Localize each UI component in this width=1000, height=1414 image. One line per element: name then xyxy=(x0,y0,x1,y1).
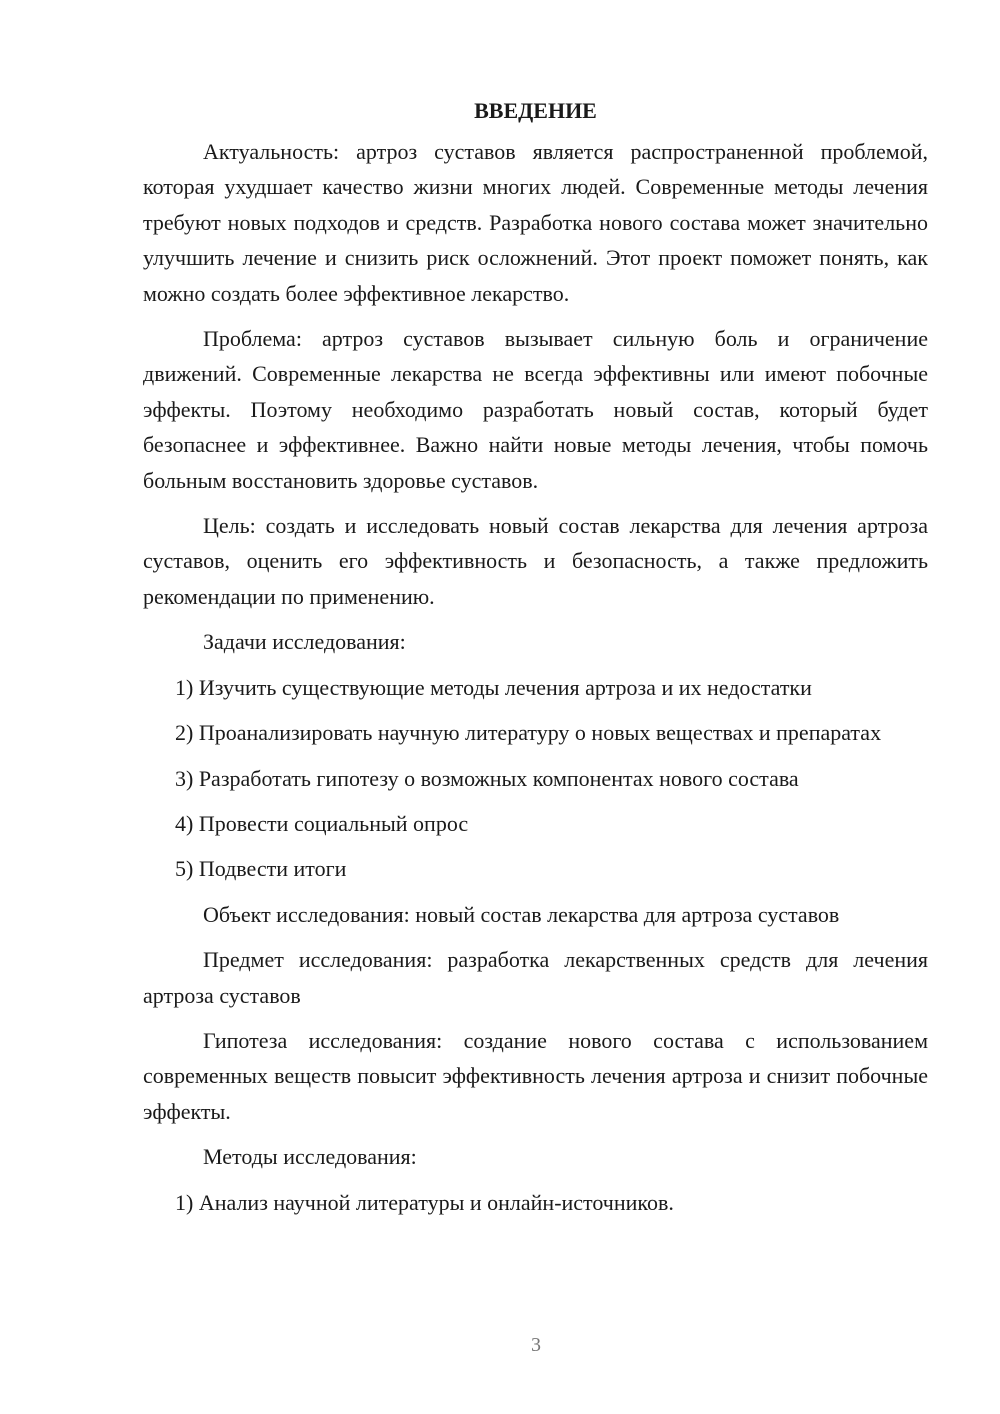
task-item: 2) Проанализировать научную литературу о новых веществах и препаратах xyxy=(175,720,882,746)
hypothesis-paragraph: Гипотеза исследования: создание нового состава с использованием современных веществ повысит эффективность лечения артроза и снизит побочные эффекты. xyxy=(143,1027,928,1124)
relevance-paragraph: Актуальность: артроз суставов является распространенной проблемой, которая ухудшает качество жизни многих людей. Современные методы лечения требуют новых подходов и средств. Разработка нового состава может значительно улучшить лечение и снизить риск осложнений. Этот проект поможет понять, как можно создать более эффективное лекарство. xyxy=(143,139,928,306)
goal-paragraph: Цель: создать и исследовать новый состав лекарства для лечения артроза суставов, оценить его эффективность и безопасность, а также предложить рекомендации по применению. xyxy=(143,513,928,609)
task-item: 3) Разработать гипотезу о возможных компонентах нового состава xyxy=(175,765,799,791)
task-item: 4) Провести социальный опрос xyxy=(175,810,469,836)
object-paragraph: Объект исследования: новый состав лекарства для артроза суставов xyxy=(203,901,840,927)
page-number: 3 xyxy=(531,1334,541,1356)
subject-paragraph: Предмет исследования: разработка лекарственных средств для лечения артроза суставов xyxy=(143,947,928,1008)
problem-paragraph: Проблема: артроз суставов вызывает сильную боль и ограничение движений. Современные лекарства не всегда эффективны или имеют побочные эффекты. Поэтому необходимо разработать новый состав, который будет безопаснее и эффективнее. Важно найти новые методы лечения, чтобы помочь больным восстановить здоровье суставов. xyxy=(143,326,928,493)
task-item: 5) Подвести итоги xyxy=(175,856,347,882)
page-content xyxy=(143,96,928,1230)
tasks-heading: Задачи исследования: xyxy=(203,629,406,655)
methods-heading: Методы исследования: xyxy=(203,1144,417,1170)
method-item: 1) Анализ научной литературы и онлайн-источников. xyxy=(175,1189,674,1215)
task-item: 1) Изучить существующие методы лечения артроза и их недостатки xyxy=(175,674,812,700)
section-title: ВВЕДЕНИЕ xyxy=(474,98,597,123)
